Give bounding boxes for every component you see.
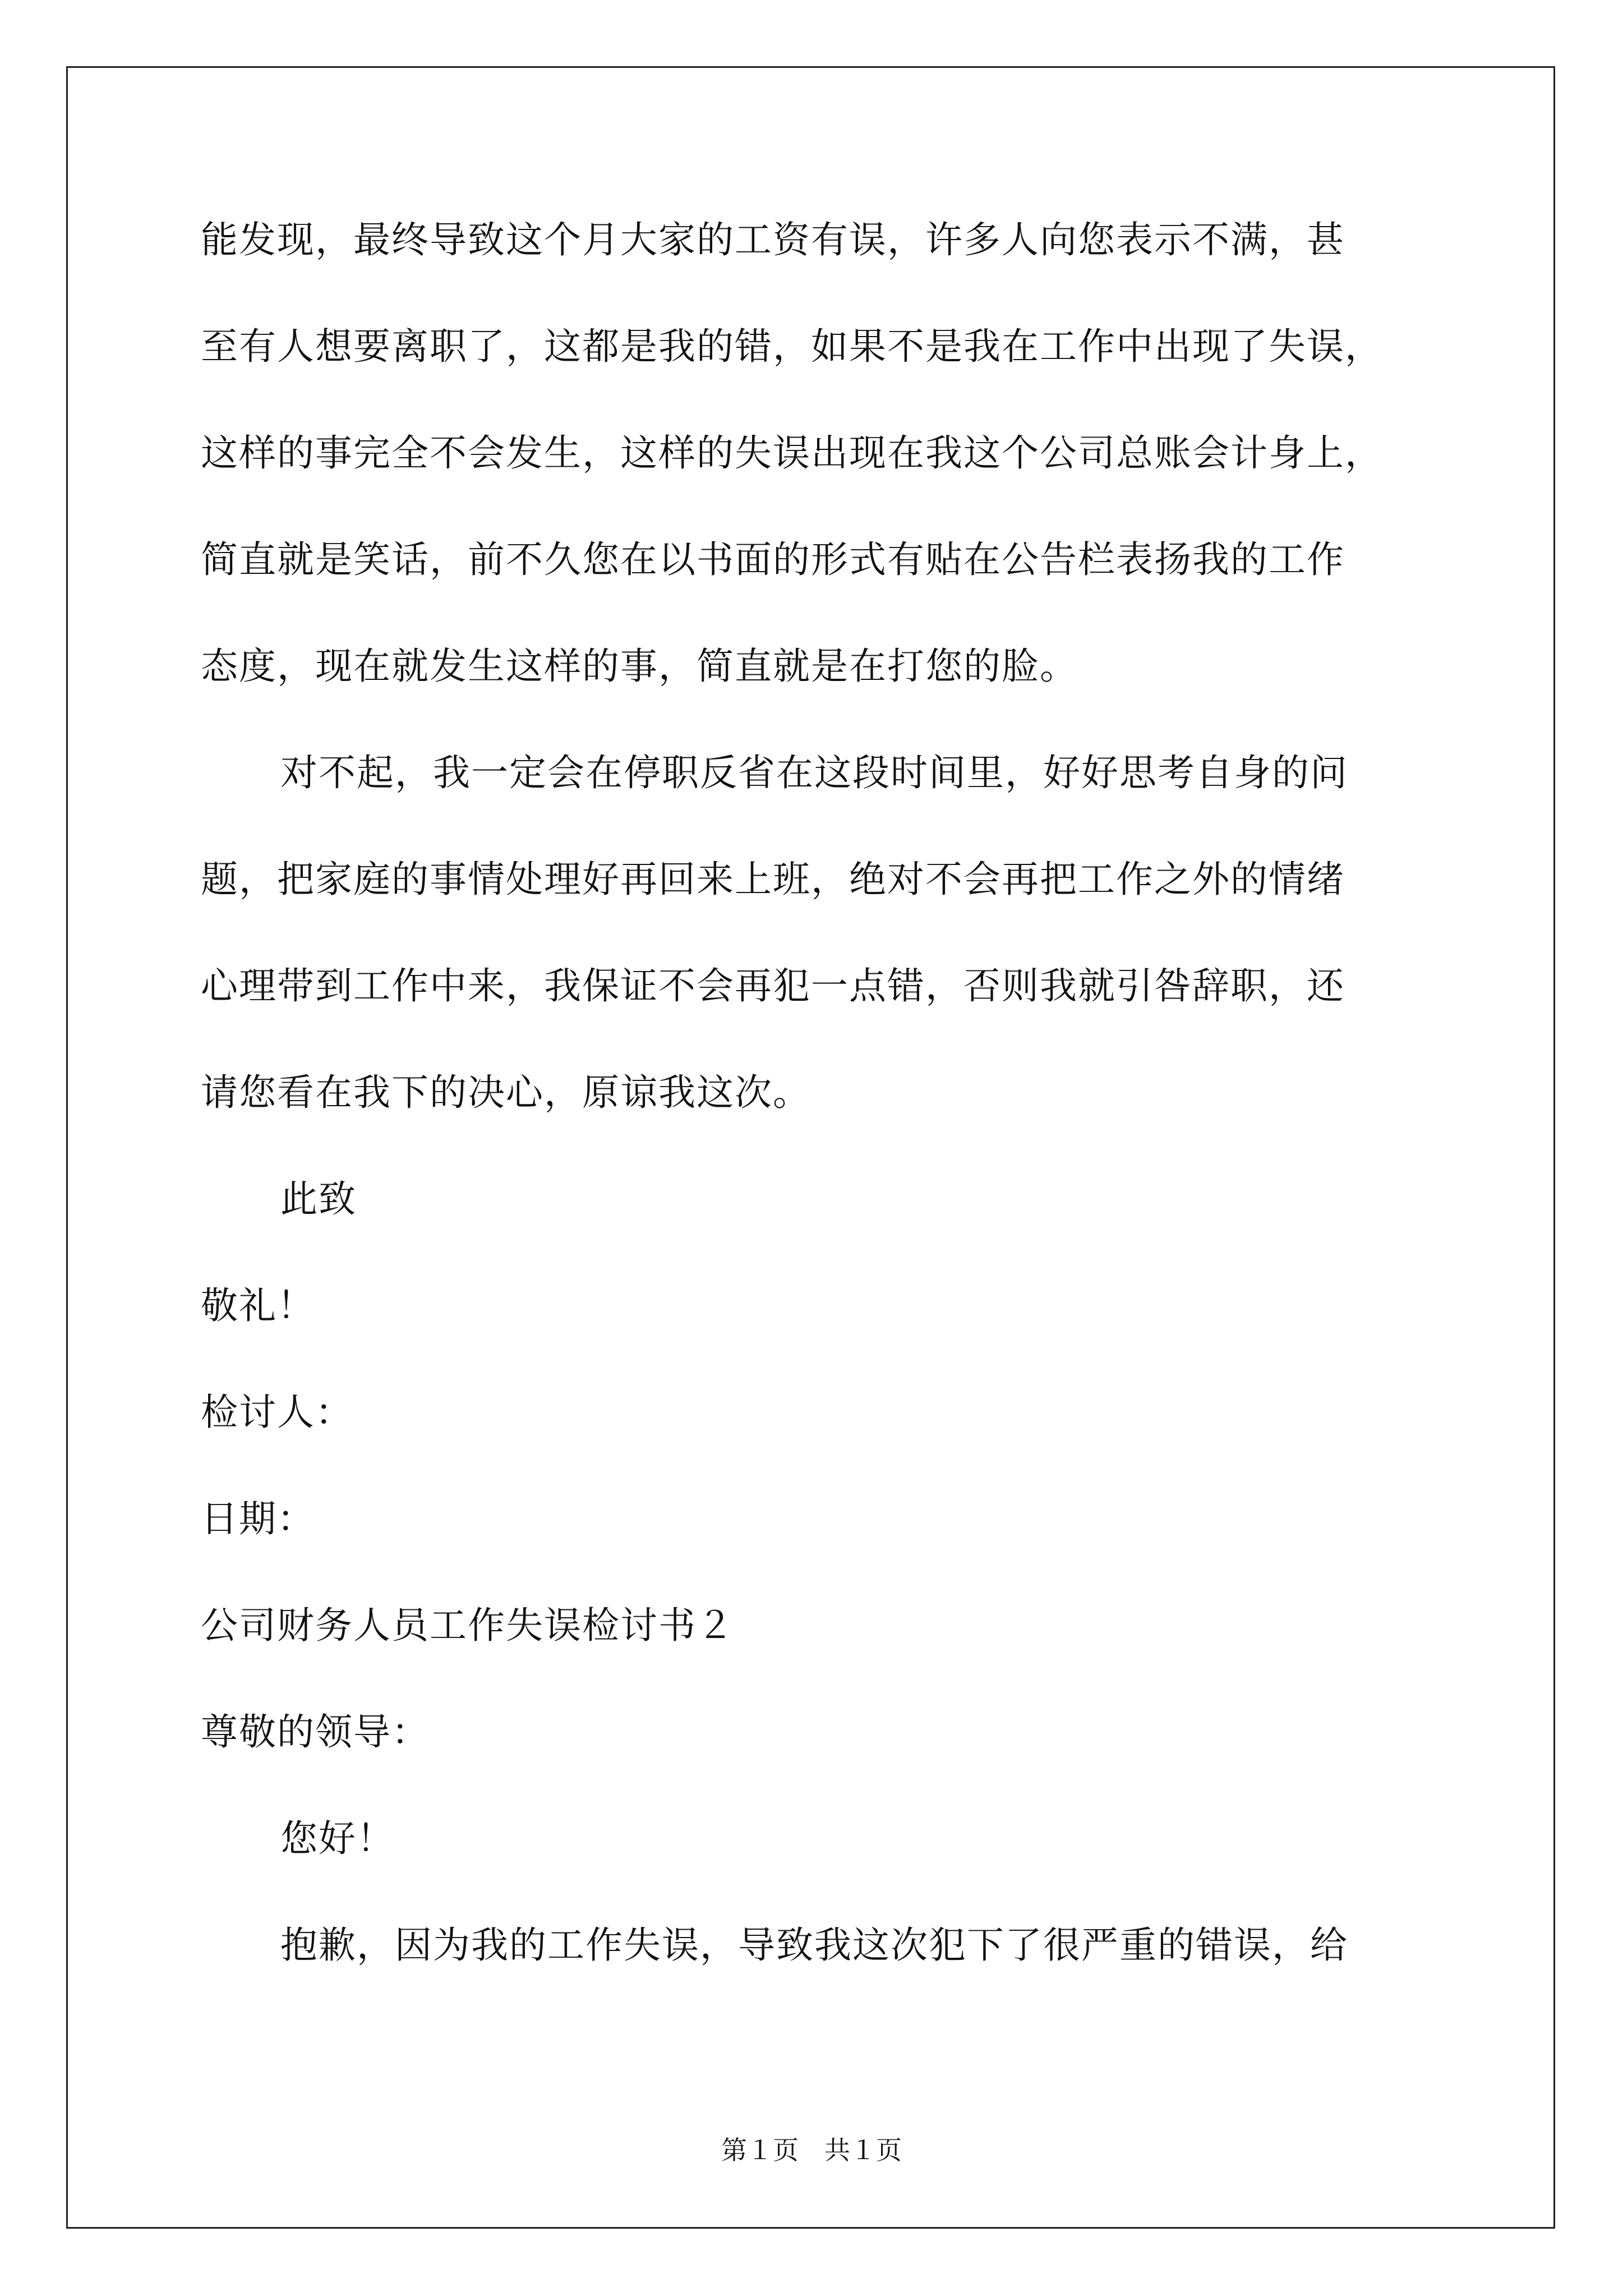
page-border: [66, 66, 1555, 2229]
paragraph-line: 请您看在我下的决心，原谅我这次。: [201, 1071, 811, 1114]
paragraph-line: 对不起，我一定会在停职反省在这段时间里，好好思考自身的问: [280, 751, 1348, 794]
closing-text: 此致: [280, 1177, 357, 1221]
date-label: 日期：: [201, 1497, 315, 1540]
salute-text: 敬礼！: [201, 1284, 315, 1327]
paragraph-line: 能发现，最终导致这个月大家的工资有误，许多人向您表示不满，甚: [201, 218, 1345, 261]
paragraph-line: 态度，现在就发生这样的事，简直就是在打您的脸。: [201, 645, 1078, 688]
reviewer-label: 检讨人：: [201, 1391, 353, 1434]
greeting-text: 您好！: [280, 1817, 395, 1860]
paragraph-line: 这样的事完全不会发生，这样的失误出现在我这个公司总账会计身上，: [201, 431, 1383, 475]
paragraph-line: 抱歉，因为我的工作失误，导致我这次犯下了很严重的错误，给: [280, 1924, 1348, 1967]
paragraph-line: 至有人想要离职了，这都是我的错，如果不是我在工作中出现了失误，: [201, 325, 1383, 368]
paragraph-line: 题，把家庭的事情处理好再回来上班，绝对不会再把工作之外的情绪: [201, 858, 1345, 901]
addressee-text: 尊敬的领导：: [201, 1710, 430, 1754]
page-footer: 第１页 共１页: [721, 2135, 902, 2165]
paragraph-line: 简直就是笑话，前不久您在以书面的形式有贴在公告栏表扬我的工作: [201, 538, 1345, 581]
paragraph-line: 心理带到工作中来，我保证不会再犯一点错，否则我就引咎辞职，还: [201, 964, 1345, 1007]
section-title: 公司财务人员工作失误检讨书２: [201, 1604, 735, 1647]
